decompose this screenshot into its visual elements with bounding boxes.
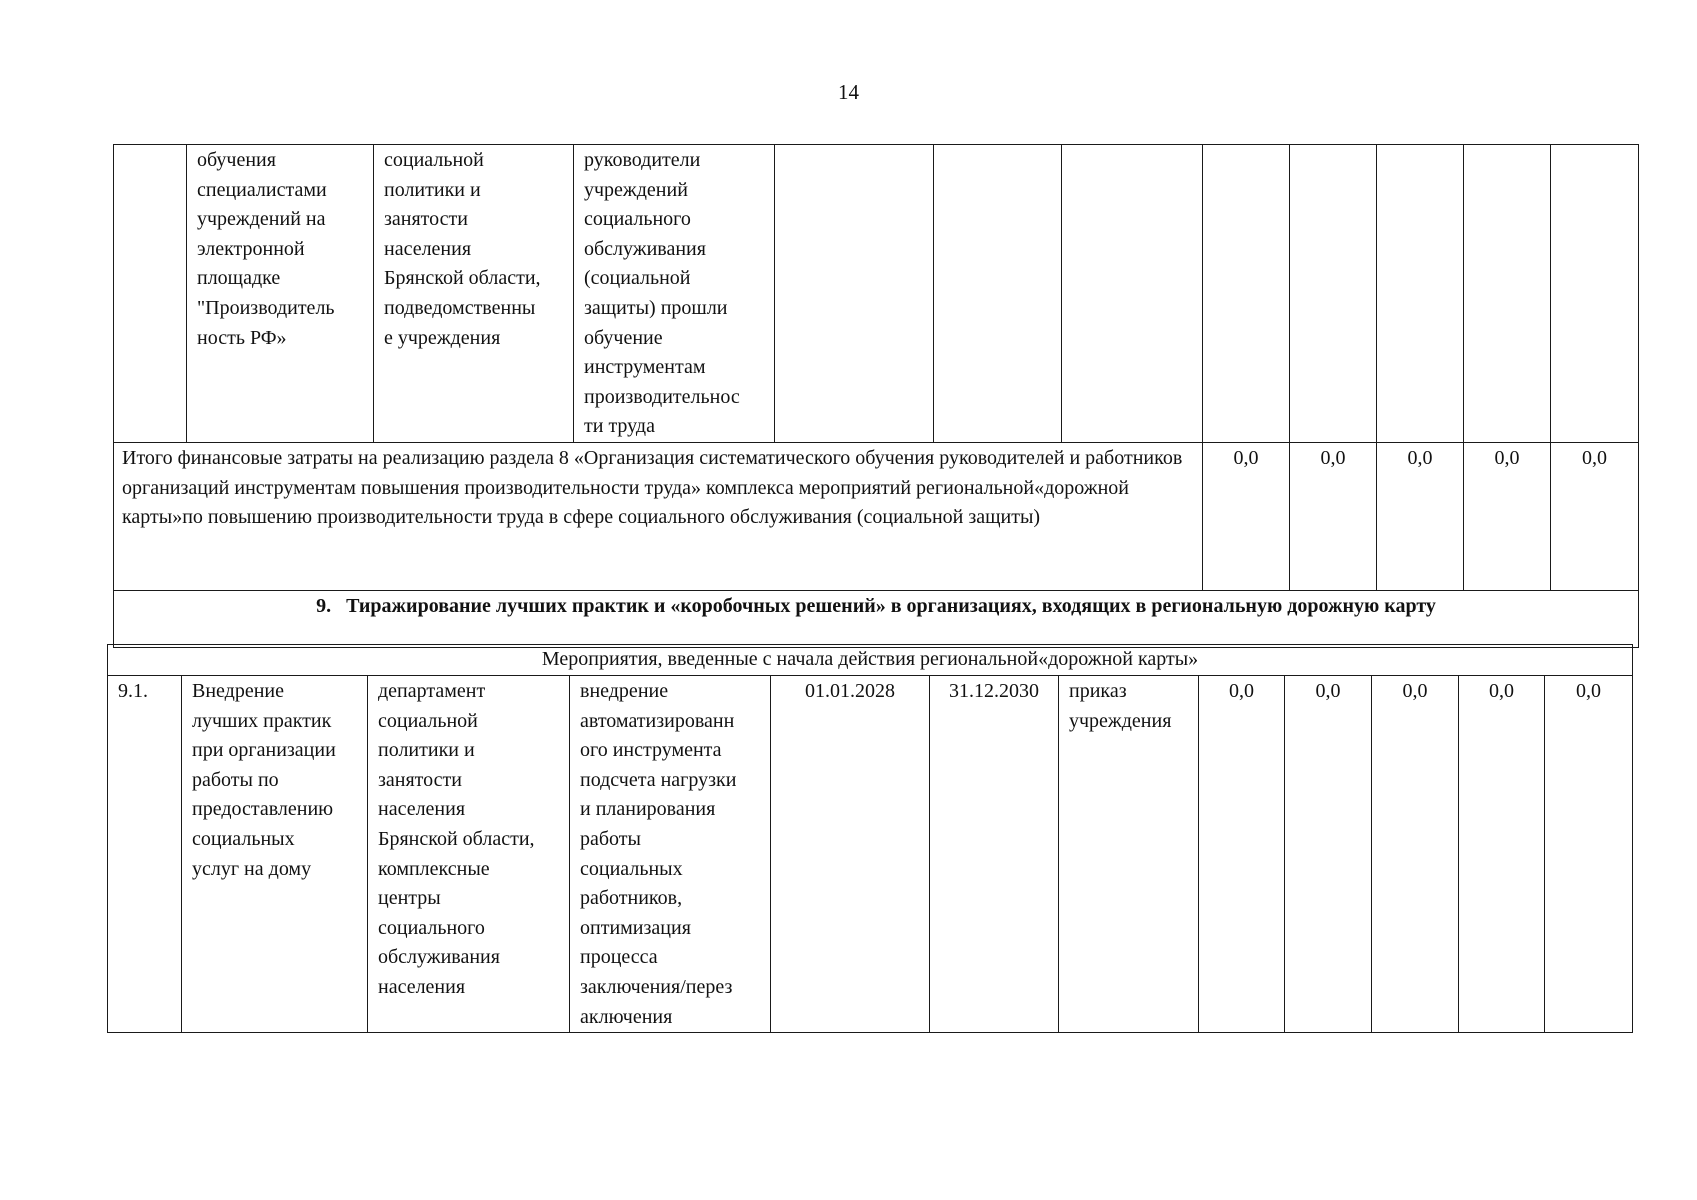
cell-end-date (934, 145, 1062, 443)
cell-value: 0,0 (1545, 676, 1633, 1033)
plan-table-upper (113, 144, 1639, 648)
executor-text: социальной политики и занятости населения Брянской области, подведомственны е учреждения (384, 149, 541, 349)
total-value: 0,0 (1464, 442, 1551, 590)
cell-event (187, 145, 374, 443)
plan-table-lower (107, 644, 1633, 1033)
cell-document (1059, 676, 1199, 1033)
subheader: Мероприятия, введенные с начала действия региональной«дорожной карты» (108, 645, 1633, 676)
cell-value (1203, 145, 1290, 443)
cell-value: 0,0 (1372, 676, 1459, 1033)
total-label: Итого финансовые затраты на реализацию раздела 8 «Организация систематического обучения руководителей и работников организаций инструментам повышения производительности труда» комплекса мероприятий региональной«дорожной карты»по повышению производительности труда в сфере социального обслуживания (социальной защиты) (114, 442, 1203, 590)
cell-end-date: 31.12.2030 (930, 676, 1059, 1033)
cell-value (1464, 145, 1551, 443)
subheader-row (108, 645, 1633, 676)
page-number: 14 (838, 80, 859, 104)
total-row (114, 442, 1639, 590)
cell-value: 0,0 (1459, 676, 1545, 1033)
total-value: 0,0 (1290, 442, 1377, 590)
document-text: приказ учреждения (1069, 680, 1172, 732)
total-value: 0,0 (1551, 442, 1639, 590)
section-number: 9. (316, 594, 332, 617)
row-9-1 (108, 676, 1633, 1033)
event-text: обучения специалистами учреждений на электронной площадке "Производитель ность РФ» (197, 149, 335, 349)
section-header-row (114, 590, 1639, 647)
section-title-text: Тиражирование лучших практик и «коробочных решений» в организациях, входящих в региональную дорожную карту (346, 594, 1436, 617)
cell-start-date (775, 145, 934, 443)
total-value: 0,0 (1203, 442, 1290, 590)
event-text: Внедрение лучших практик при организации работы по предоставлению социальных услуг на дому (192, 680, 336, 880)
result-text: руководители учреждений социального обслуживания (социальной защиты) прошли обучение инструментам производительнос ти труда (584, 149, 740, 438)
cell-value (1290, 145, 1377, 443)
continuation-row (114, 145, 1639, 443)
cell-value (1551, 145, 1639, 443)
cell-num: 9.1. (108, 676, 182, 1033)
cell-executor (374, 145, 574, 443)
cell-result (570, 676, 771, 1033)
cell-value: 0,0 (1285, 676, 1372, 1033)
cell-event (182, 676, 368, 1033)
section-title (114, 590, 1639, 647)
cell-value: 0,0 (1199, 676, 1285, 1033)
cell-num (114, 145, 187, 443)
cell-executor (368, 676, 570, 1033)
result-text: внедрение автоматизированн ого инструмента подсчета нагрузки и планирования работы социальных работников, оптимизация процесса заключения/перез аключения (580, 680, 737, 1028)
cell-result (574, 145, 775, 443)
total-value: 0,0 (1377, 442, 1464, 590)
executor-text: департамент социальной политики и занятости населения Брянской области, комплексные центры социального обслуживания населения (378, 680, 535, 998)
cell-value (1377, 145, 1464, 443)
cell-start-date: 01.01.2028 (771, 676, 930, 1033)
cell-document (1062, 145, 1203, 443)
